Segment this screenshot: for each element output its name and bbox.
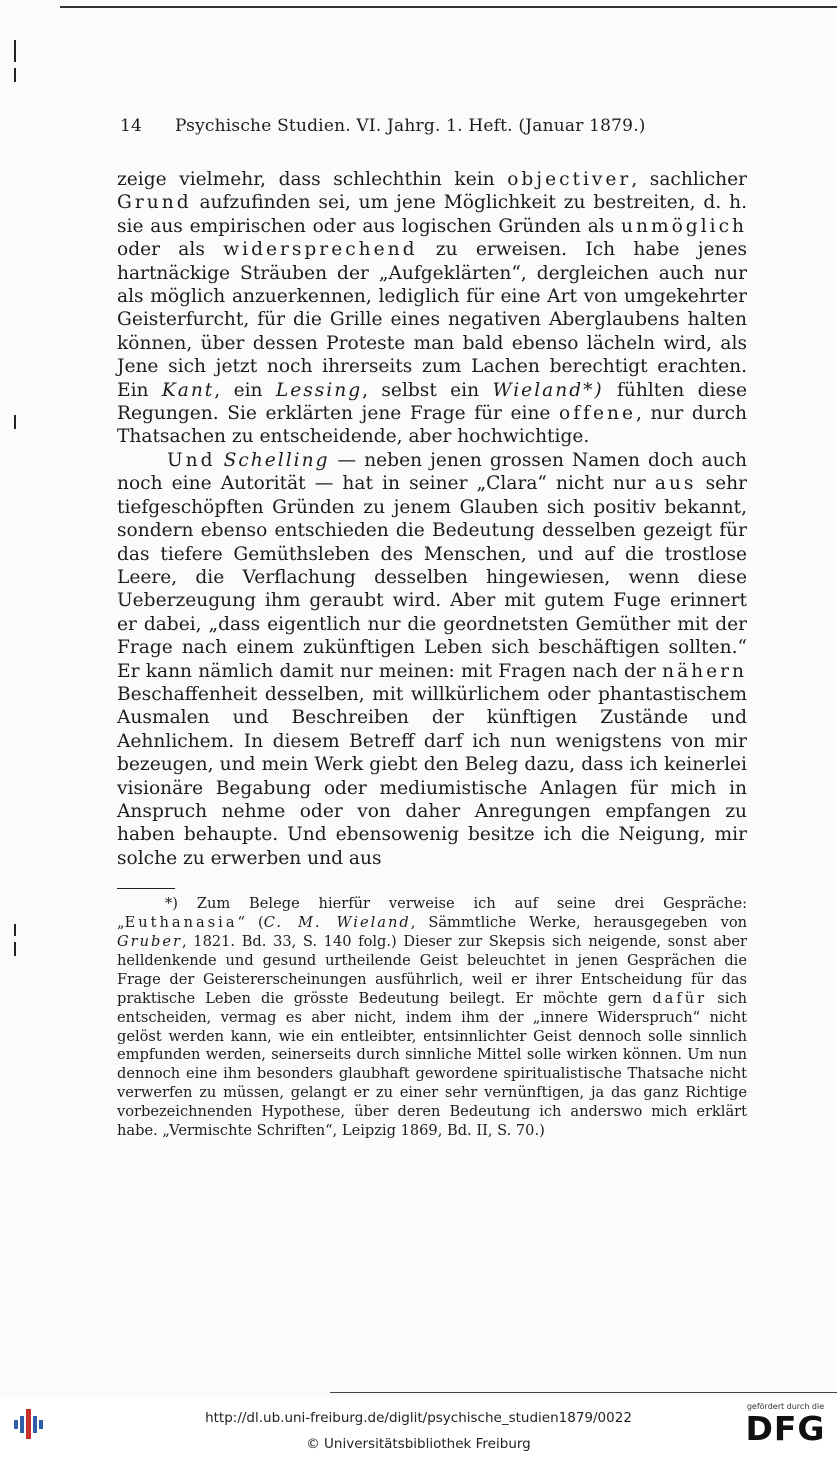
spaced-emphasis: offene <box>559 403 636 425</box>
page-number: 14 <box>120 116 143 136</box>
paragraph-1: zeige vielmehr, dass schlechthin kein objectiver, sachlicher Grund aufzufinden sei, um jene Möglichkeit zu bestreiten, d. h. sie aus empirischen oder aus logischen Gründen als unmöglich oder als widersprechend zu erweisen. Ich habe jenes hartnäckige Sträuben der „Aufgeklärten“, dergleichen auch nur als möglich anzuerkennen, lediglich für eine Art von umgekehrter Geisterfurcht, für die Grille eines negativen Aberglaubens halten können, über dessen Proteste man bald ebenso lächeln wird, als Jene sich jetzt noch ihrerseits zum Lachen berechtigt erachten. Ein Kant, ein Lessing, selbst ein Wieland*) fühlten diese Regungen. Sie erklärten jene Frage für eine offene, nur durch Thatsachen zu entscheidende, aber hochwichtige. <box>117 169 748 448</box>
page-header <box>117 116 747 146</box>
dfg-logo <box>738 1402 833 1450</box>
scan-edge-mark <box>14 942 16 956</box>
dfg-logo-text: DFG <box>745 1409 826 1448</box>
spaced-emphasis: objectiver <box>507 169 632 190</box>
scan-edge-mark <box>14 40 16 62</box>
copyright-notice: © Universitätsbibliothek Freiburg <box>306 1436 531 1452</box>
italic-name: Wieland*) <box>492 379 604 401</box>
spaced-emphasis: Euthanasia <box>124 914 238 932</box>
italic-name: Gruber <box>117 933 182 950</box>
spaced-emphasis: Grund <box>117 192 192 214</box>
scan-edge-mark <box>14 68 16 82</box>
scan-top-edge <box>60 6 837 8</box>
spaced-emphasis: widersprechend <box>223 239 418 261</box>
footnote: *) Zum Belege hierfür verweise ich auf seine drei Gespräche: „Euthanasia“ (C. M. Wieland, Sämmtliche Werke, herausgegeben von Gruber, 1821. Bd. 33, S. 140 folg.) Dieser zur Skepsis sich neigende, sonst aber helldenkende und gesund urtheilende Geist beleuchtet in jenen Gesprächen die Frage der Geistererscheinungen ausführlich, weil er ihrer Entscheidung für das praktische Leben die grösste Bedeutung beilegt. Er möchte gern dafür sich entscheiden, vermag es aber nicht, indem ihm der „innere Widerspruch“ nicht gelöst werden kann, wie ein entleibter, entsinnlichter Geist dennoch solle sinnlich empfunden werden, seinerseits durch sinnliche Mittel solle wirken können. Um nun dennoch eine ihm besonders glaubhaft gewordene spiritualistische Thatsache nicht verwerfen zu müssen, gelangt er zu einer sehr vernünftigen, ja das ganz Richtige vorbezeichnenden Hypothese, über deren Bedeutung ich anderswo mich erklärt habe. „Vermischte Schriften“, Leipzig 1869, Bd. II, S. 70.) <box>117 895 748 1140</box>
paragraph-2: Und Schelling — neben jenen grossen Namen doch auch noch eine Autorität — hat in seiner „Clara“ nicht nur aus sehr tiefgeschöpften Gründen zu jenem Glauben sich positiv bekannt, sondern ebenso entschieden die Bedeutung desselben gezeigt für das tiefere Gemüthsleben des Menschen, und auf die trostlose Leere, die Verflachung desselben hingewiesen, wenn diese Ueberzeugung ihm geraubt wird. Aber mit gutem Fuge erinnert er dabei, „dass eigentlich nur die geordnetsten Gemüther mit der Frage nach einem zukünftigen Leben sich beschäftigen sollten.“ Er kann nämlich damit nur meinen: mit Fragen nach der nähern Beschaffenheit desselben, mit willkürlichem oder phantastischem Ausmalen und Beschreiben der künftigen Zustände und Aehnlichem. In diesem Betreff darf ich nun wenigstens von mir bezeugen, und mein Werk giebt den Beleg dazu, dass ich keinerlei visionäre Begabung oder mediumistische Anlagen für mich in Anspruch nehme oder von daher Anregungen empfangen zu haben behaupte. Und ebensowenig besitze ich die Neigung, mir solche zu erwerben und aus <box>117 449 747 869</box>
scan-edge-mark <box>14 924 16 936</box>
spaced-emphasis: unmöglich <box>621 215 747 237</box>
running-head: Psychische Studien. VI. Jahrg. 1. Heft. (Januar 1879.) <box>175 116 646 136</box>
italic-name: Schelling <box>223 449 330 471</box>
book-page <box>117 116 747 1141</box>
italic-name: Kant <box>161 379 215 401</box>
scan-edge-mark <box>14 415 16 429</box>
dfg-tagline: gefördert durch die <box>746 1402 825 1411</box>
main-text <box>117 168 747 870</box>
spaced-emphasis: aus <box>654 473 697 495</box>
spaced-emphasis: nähern <box>662 660 747 682</box>
source-url-link[interactable]: http://dl.ub.uni-freiburg.de/diglit/psychische_studien1879/0022 <box>205 1410 632 1426</box>
spaced-emphasis: Und <box>167 449 216 471</box>
footer-separator <box>330 1392 837 1393</box>
spaced-emphasis: dafür <box>652 989 708 1007</box>
italic-name: C. M. Wieland <box>263 914 411 932</box>
footnote-separator <box>117 888 175 889</box>
library-footer <box>0 1398 837 1457</box>
italic-name: Lessing <box>275 379 363 401</box>
